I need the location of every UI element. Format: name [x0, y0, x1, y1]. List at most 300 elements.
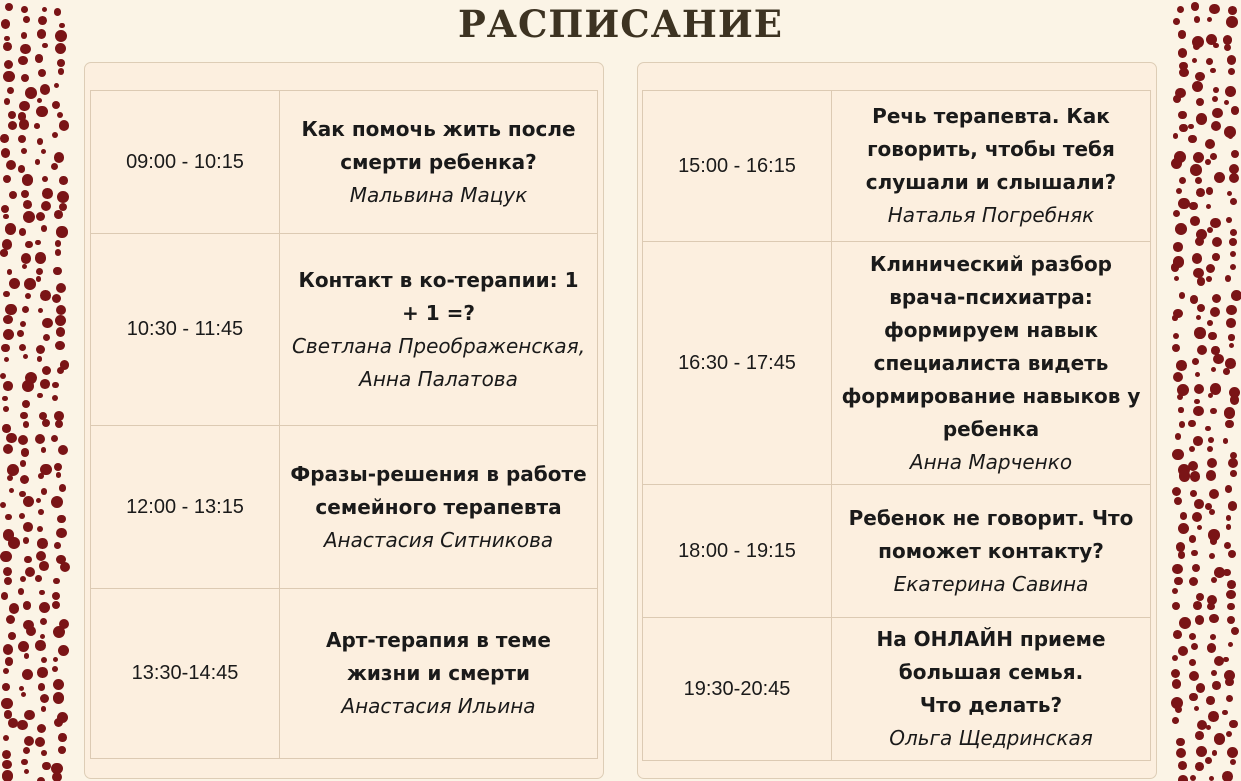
dot	[41, 201, 51, 211]
dot	[3, 444, 13, 454]
dot	[21, 692, 26, 697]
dot	[42, 176, 48, 182]
dot	[1228, 501, 1238, 511]
talk-title: Ребенок не говорит. Что поможет контакту?	[848, 505, 1134, 563]
dot	[1196, 188, 1205, 197]
dot	[58, 746, 66, 754]
dot	[40, 379, 50, 389]
talk-title: Клинический разбор врача-психиатра: формируем навык специалиста видеть формирование навыков у ребенка	[841, 251, 1141, 441]
dot	[4, 577, 12, 585]
dot	[3, 381, 12, 390]
dot	[7, 475, 13, 481]
dot	[21, 253, 31, 263]
dot	[22, 669, 33, 680]
dot	[58, 68, 65, 75]
dot	[1226, 695, 1233, 702]
dot	[24, 769, 29, 774]
dot	[25, 293, 31, 299]
dot	[1173, 133, 1178, 138]
dot	[1228, 642, 1234, 648]
dot	[24, 736, 34, 746]
dot	[1172, 344, 1180, 352]
time-cell: 15:00 - 16:15	[643, 91, 832, 242]
dot	[1178, 761, 1187, 770]
dot	[58, 645, 69, 656]
dot	[1225, 86, 1236, 97]
dot	[1194, 499, 1204, 509]
dot	[1228, 458, 1238, 468]
dot	[1231, 627, 1239, 635]
decorative-dots-left	[0, 0, 70, 781]
schedule-row	[91, 91, 598, 234]
dot	[0, 134, 8, 142]
dot	[1207, 458, 1218, 469]
dot	[1213, 354, 1223, 364]
dot	[19, 513, 25, 519]
dot	[1179, 617, 1191, 629]
dot	[36, 551, 46, 561]
dot	[1223, 569, 1231, 577]
dot	[0, 551, 12, 563]
dot	[35, 240, 41, 246]
dot	[1196, 683, 1206, 693]
dot	[42, 188, 53, 199]
dot	[1176, 542, 1186, 552]
dot	[40, 694, 49, 703]
dot	[41, 225, 48, 232]
dot	[1176, 738, 1184, 746]
dot	[1179, 421, 1185, 427]
dot	[3, 567, 12, 576]
dot	[1176, 748, 1186, 758]
dot	[1189, 577, 1198, 586]
dot	[1206, 470, 1216, 480]
dot	[59, 176, 67, 184]
dot	[41, 447, 46, 452]
dot	[24, 278, 36, 290]
dot	[6, 615, 15, 624]
dot	[1178, 407, 1183, 412]
dot	[22, 306, 29, 313]
dot	[25, 241, 33, 249]
talk-speaker: Анна Марченко	[909, 449, 1073, 474]
dot	[1171, 263, 1179, 271]
dot	[1196, 113, 1208, 125]
dot	[1212, 294, 1221, 303]
dot	[37, 538, 48, 549]
dot	[1195, 762, 1204, 771]
dot	[35, 640, 46, 651]
dot	[1173, 333, 1179, 339]
dot	[1206, 696, 1214, 704]
dot	[1228, 334, 1234, 340]
dot	[1194, 706, 1199, 711]
dot	[54, 210, 63, 219]
dot	[1227, 603, 1235, 611]
dot	[35, 737, 45, 747]
dot	[1197, 277, 1206, 286]
talk-speaker: Ольга Щедринская	[889, 726, 1093, 750]
dot	[1223, 657, 1228, 662]
dot	[1230, 229, 1237, 236]
dot	[55, 240, 62, 247]
dot	[38, 683, 45, 690]
dot	[1196, 315, 1201, 320]
dot	[37, 356, 43, 362]
schedule-row	[91, 589, 598, 759]
dot	[1207, 320, 1213, 326]
dot	[1225, 678, 1233, 686]
dot	[8, 537, 20, 549]
dot	[1227, 55, 1237, 65]
dot	[19, 119, 30, 130]
dot	[1178, 48, 1188, 58]
dot	[53, 692, 64, 703]
dot	[1172, 487, 1181, 496]
dot	[54, 83, 59, 88]
dot	[38, 69, 46, 77]
dot	[1227, 191, 1232, 196]
dot	[52, 666, 58, 672]
talk-title: На ОНЛАЙН приеме большая семья. Что делать?	[876, 627, 1106, 717]
dot	[19, 101, 29, 111]
dot	[1194, 327, 1206, 339]
schedule-row	[91, 426, 598, 589]
dot	[56, 528, 66, 538]
dot	[1192, 564, 1200, 572]
schedule-table-left	[90, 90, 598, 759]
dot	[1188, 135, 1197, 144]
dot	[51, 163, 58, 170]
dot	[1212, 253, 1220, 261]
dot	[1179, 68, 1189, 78]
dot	[1229, 238, 1237, 246]
dot	[1, 592, 8, 599]
dot	[0, 502, 6, 508]
dot	[1226, 217, 1232, 223]
dot	[20, 412, 28, 420]
dot	[1225, 275, 1231, 281]
dot	[3, 291, 10, 298]
dot	[36, 276, 42, 282]
dot	[1209, 509, 1215, 515]
schedule-row	[643, 618, 1151, 761]
dot	[2, 750, 11, 759]
talk-cell	[832, 485, 1151, 618]
dot	[25, 87, 37, 99]
dot	[1190, 295, 1199, 304]
dot	[53, 626, 65, 638]
dot	[1211, 577, 1217, 583]
dot	[1195, 237, 1205, 247]
dot	[0, 249, 7, 256]
dot	[1214, 733, 1226, 745]
dot	[5, 657, 13, 665]
dot	[22, 380, 34, 392]
dot	[1178, 111, 1186, 119]
dot	[37, 777, 45, 781]
dot	[1177, 394, 1183, 400]
dot	[2, 424, 10, 432]
dot	[54, 718, 63, 727]
dot	[53, 657, 58, 662]
dot	[1206, 187, 1214, 195]
dot	[1225, 358, 1236, 369]
dot	[35, 575, 42, 582]
dot	[41, 750, 47, 756]
dot	[19, 686, 24, 691]
talk-cell	[832, 242, 1151, 485]
dot	[1205, 426, 1210, 431]
dot	[1172, 655, 1178, 661]
talk-speaker: Светлана Преображенская, Анна Палатова	[291, 333, 586, 391]
schedule-row	[643, 91, 1151, 242]
talk-cell	[280, 589, 598, 759]
dot	[1223, 368, 1230, 375]
dot	[1231, 290, 1241, 301]
dot	[1230, 264, 1236, 270]
dot	[37, 393, 43, 399]
dot	[54, 542, 61, 549]
dot	[3, 214, 8, 219]
dot	[24, 556, 31, 563]
dot	[8, 121, 18, 131]
dot	[18, 165, 26, 173]
dot	[22, 264, 27, 269]
dot	[9, 278, 20, 289]
dot	[6, 160, 16, 170]
dot	[1193, 152, 1204, 163]
dot	[1211, 367, 1216, 372]
dot	[1197, 345, 1207, 355]
dot	[1189, 535, 1196, 542]
dot	[24, 710, 34, 720]
dot	[1192, 512, 1202, 522]
dot	[17, 330, 24, 337]
dot	[1224, 407, 1235, 418]
dot	[37, 667, 47, 677]
dot	[1172, 588, 1178, 594]
dot	[1206, 276, 1212, 282]
dot	[1227, 616, 1235, 624]
dot	[56, 305, 66, 315]
dot	[37, 724, 46, 733]
dot	[1207, 643, 1216, 652]
dot	[23, 421, 30, 428]
dot	[1212, 96, 1218, 102]
dot	[23, 496, 34, 507]
dot	[39, 590, 45, 596]
dot	[1197, 304, 1205, 312]
schedule-row	[643, 485, 1151, 618]
dot	[54, 152, 64, 162]
dot	[5, 223, 17, 235]
dot	[23, 200, 32, 209]
dot	[1180, 512, 1188, 520]
dot	[1209, 489, 1219, 499]
dot	[1210, 68, 1215, 73]
talk-title: Арт-терапия в теме жизни и смерти	[326, 628, 551, 685]
dot	[1172, 602, 1180, 610]
dot	[1209, 776, 1214, 781]
time-cell: 19:30-20:45	[643, 618, 832, 761]
dot	[18, 135, 26, 143]
dot	[1210, 408, 1217, 415]
dot	[8, 111, 16, 119]
dot	[24, 653, 30, 659]
dot	[23, 211, 35, 223]
schedule-row	[643, 242, 1151, 485]
page-title: РАСПИСАНИЕ	[457, 2, 783, 46]
dot	[26, 626, 36, 636]
dot	[35, 54, 43, 62]
dot	[1175, 706, 1182, 713]
dot	[1189, 633, 1196, 640]
dot	[1, 698, 13, 710]
dot	[56, 283, 66, 293]
dot	[20, 460, 27, 467]
dot	[40, 290, 51, 301]
dot	[1172, 679, 1181, 688]
dot	[1207, 446, 1213, 452]
dot	[1191, 643, 1198, 650]
dot	[20, 576, 26, 582]
dot	[23, 537, 29, 543]
dot	[8, 632, 16, 640]
dot	[55, 249, 62, 256]
dot	[2, 770, 14, 781]
dot	[1171, 158, 1182, 169]
dot	[1214, 656, 1224, 666]
dot	[1224, 542, 1231, 549]
dot	[55, 315, 66, 326]
dot	[57, 112, 63, 118]
dot	[3, 668, 9, 674]
dot	[3, 175, 11, 183]
dot	[52, 601, 60, 609]
dot	[1195, 177, 1202, 184]
dot	[1212, 237, 1222, 247]
dot	[1174, 577, 1182, 585]
dot	[1193, 601, 1202, 610]
dot	[42, 762, 50, 770]
dot	[1174, 276, 1179, 281]
dot	[36, 268, 43, 275]
dot	[1226, 524, 1231, 529]
dot	[1196, 98, 1204, 106]
dot	[1196, 593, 1204, 601]
talk-speaker: Екатерина Савина	[893, 571, 1089, 596]
dot	[1189, 671, 1200, 682]
dot	[1188, 461, 1198, 471]
dot	[1230, 759, 1236, 765]
schedule-table-right	[642, 90, 1151, 761]
time-cell: 13:30-14:45	[91, 589, 280, 759]
dot	[1193, 406, 1203, 416]
talk-speaker: Анастасия Ситникова	[323, 527, 554, 552]
talk-title: Фразы-решения в работе семейного терапевта	[290, 461, 587, 519]
dot	[2, 396, 7, 401]
dot	[53, 578, 59, 584]
dot	[1208, 393, 1214, 399]
dot	[21, 190, 29, 198]
dot	[1211, 670, 1217, 676]
dot	[1206, 264, 1215, 273]
dot	[52, 395, 58, 401]
dot	[1227, 747, 1238, 758]
dot	[22, 400, 31, 409]
dot	[9, 191, 17, 199]
dot	[1173, 95, 1181, 103]
dot	[1188, 124, 1194, 130]
dot	[1174, 497, 1182, 505]
talk-speaker: Анастасия Ильина	[341, 694, 536, 718]
dot	[1192, 81, 1203, 92]
dot	[56, 472, 62, 478]
dot	[57, 515, 66, 524]
dot	[35, 434, 45, 444]
dot	[25, 567, 35, 577]
dot	[4, 357, 9, 362]
schedule-row	[91, 234, 598, 426]
dot	[1192, 58, 1197, 63]
dot	[1195, 615, 1204, 624]
dot	[1208, 332, 1216, 340]
dot	[57, 367, 64, 374]
dot	[6, 433, 16, 443]
dot	[1191, 550, 1198, 557]
dot	[53, 679, 64, 690]
dot	[1213, 87, 1219, 93]
dot	[2, 239, 13, 250]
dot	[19, 344, 26, 351]
dot	[21, 148, 27, 154]
dot	[1190, 490, 1197, 497]
talk-speaker: Наталья Погребняк	[887, 203, 1095, 227]
dot	[58, 445, 68, 455]
dot	[59, 120, 70, 131]
dot	[1228, 68, 1235, 75]
time-cell: 18:00 - 19:15	[643, 485, 832, 618]
dot	[1175, 223, 1187, 235]
dot	[1179, 124, 1187, 132]
dot	[1172, 717, 1179, 724]
dot	[40, 84, 50, 94]
dot	[1228, 134, 1233, 139]
dot	[1229, 173, 1239, 183]
dot	[54, 463, 62, 471]
dot	[1230, 395, 1239, 404]
dot	[1226, 318, 1236, 328]
dot	[1210, 307, 1220, 317]
talk-cell	[832, 91, 1151, 242]
dot	[20, 475, 29, 484]
dot	[1226, 590, 1236, 600]
dot	[57, 191, 69, 203]
dot	[1227, 580, 1236, 589]
dot	[1178, 775, 1188, 781]
dot	[18, 641, 29, 652]
dot	[52, 132, 58, 138]
dot	[1228, 550, 1237, 559]
dot	[4, 98, 11, 105]
dot	[1195, 731, 1204, 740]
dot	[43, 334, 50, 341]
dot	[3, 329, 14, 340]
dot	[4, 60, 13, 69]
dot	[3, 406, 9, 412]
dot	[55, 420, 63, 428]
